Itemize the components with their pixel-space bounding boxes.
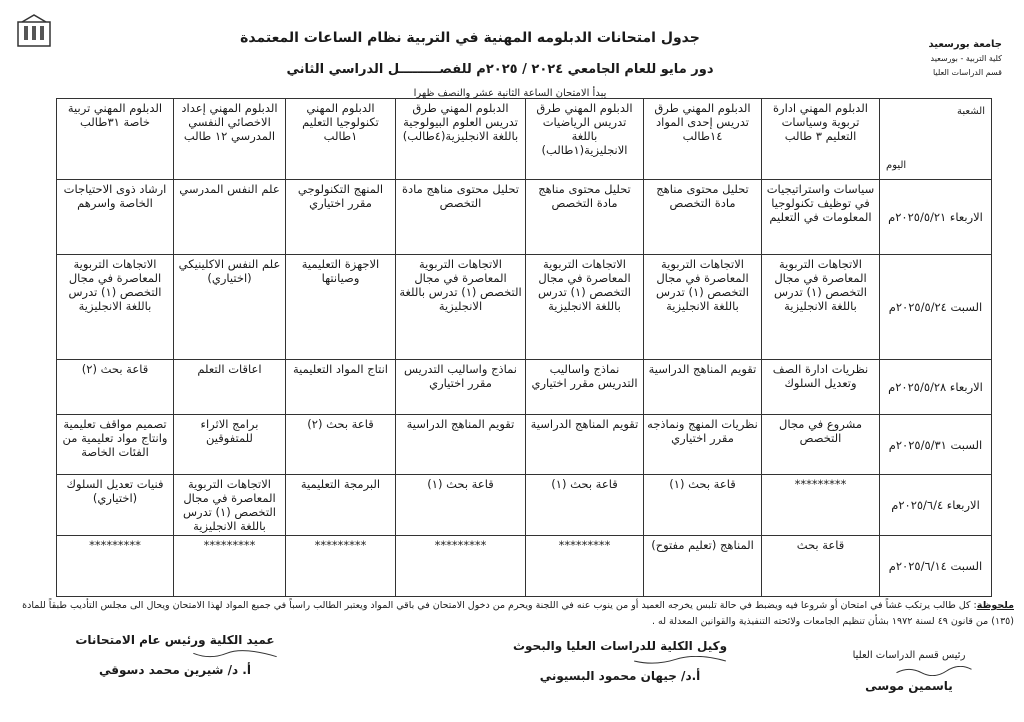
day-cell: الاربعاء ٢٠٢٥/٦/٤م xyxy=(880,475,992,536)
exam-cell: قاعة بحث (١) xyxy=(526,475,644,536)
exam-cell: علم النفس المدرسي xyxy=(174,180,286,255)
exam-cell: قاعة بحث (٢) xyxy=(57,360,174,415)
exam-cell: نظريات المنهج ونماذجه مقرر اختياري xyxy=(644,415,762,475)
table-row xyxy=(57,180,992,255)
exam-cell: فنيات تعديل السلوك (اختياري) xyxy=(57,475,174,536)
exam-cell: انتاج المواد التعليمية xyxy=(286,360,396,415)
exam-cell: قاعة بحث (١) xyxy=(396,475,526,536)
exam-cell: نماذج واساليب التدريس مقرر اختياري xyxy=(396,360,526,415)
exam-cell: علم النفس الاكلينيكي (اختياري) xyxy=(174,255,286,360)
day-cell: السبت ٢٠٢٥/٥/٣١م xyxy=(880,415,992,475)
day-cell: الاربعاء ٢٠٢٥/٥/٢١م xyxy=(880,180,992,255)
exam-cell: تقويم المناهج الدراسية xyxy=(396,415,526,475)
exam-cell: الاتجاهات التربوية المعاصرة في مجال التخصص (١) تدرس باللغة الانجليزية xyxy=(762,255,880,360)
column-header: الدبلوم المهني إعداد الاخصائي النفسي المدرسي ١٢ طالب xyxy=(174,99,286,180)
exam-cell: الاتجاهات التربوية المعاصرة في مجال التخصص (١) تدرس باللغة الانجليزية xyxy=(526,255,644,360)
table-header-row xyxy=(57,99,992,180)
exam-cell: ********* xyxy=(286,536,396,597)
exam-cell: تحليل محتوى مناهج مادة التخصص xyxy=(644,180,762,255)
exam-cell: نظريات ادارة الصف وتعديل السلوك xyxy=(762,360,880,415)
signature-title: عميد الكلية ورئيس عام الامتحانات xyxy=(75,633,275,647)
signature-name: ياسمين موسى xyxy=(865,679,953,693)
exam-cell: المناهج (تعليم مفتوح) xyxy=(644,536,762,597)
exam-cell: ********* xyxy=(526,536,644,597)
exam-schedule-table xyxy=(56,98,992,597)
column-header: الدبلوم المهني تكنولوجيا التعليم ١طالب xyxy=(286,99,396,180)
day-cell: السبت ٢٠٢٥/٦/١٤م xyxy=(880,536,992,597)
corner-cell xyxy=(880,99,992,180)
exam-cell: قاعة بحث (٢) xyxy=(286,415,396,475)
column-header: الدبلوم المهني طرق تدريس الرياضيات باللغة الانجليزية(١طالب) xyxy=(526,99,644,180)
header-university-info xyxy=(882,38,1002,80)
exam-cell: اعاقات التعلم xyxy=(174,360,286,415)
exam-cell: تقويم المناهج الدراسية xyxy=(644,360,762,415)
signature-block-department-head xyxy=(834,646,984,696)
note-text: : كل طالب يرتكب غشاً في امتحان أو شروعا فيه ويضبط في حالة تلبس يخرجه العميد أو من ينوب عنه في اللجنة ويحرم من دخول الامتحان في باقي المواد ويعتبر الطالب راسباً في جميع المواد لهذا الامتحان ويحال الى مجلس التأديب طبقاً للمادة (١٣٥) من قانون ٤٩ لسنة ١٩٧٢ بشأن تنظيم الجامعات ولائحته التنفيذية والقوانين المعدلة له . xyxy=(22,600,1014,627)
exam-cell: ********* xyxy=(396,536,526,597)
exam-cell: تقويم المناهج الدراسية xyxy=(526,415,644,475)
university-name: جامعة بورسعيد xyxy=(928,39,1002,50)
corner-day-label: اليوم xyxy=(886,160,907,171)
handwritten-signature-icon xyxy=(180,650,290,660)
exam-cell: تحليل محتوى مناهج مادة التخصص xyxy=(526,180,644,255)
day-cell: الاربعاء ٢٠٢٥/٥/٢٨م xyxy=(880,360,992,415)
table-row xyxy=(57,255,992,360)
exam-cell: تصميم مواقف تعليمية وانتاج مواد تعليمية من الفئات الخاصة xyxy=(57,415,174,475)
signature-name: أ.د/ جيهان محمود البسيوني xyxy=(539,669,701,683)
exam-cell: الاتجاهات التربوية المعاصرة في مجال التخصص (١) تدرس باللغة الانجليزية xyxy=(57,255,174,360)
exam-cell: تحليل محتوى مناهج مادة التخصص xyxy=(396,180,526,255)
exam-cell: الاتجاهات التربوية المعاصرة في مجال التخصص (١) تدرس باللغة الانجليزية xyxy=(396,255,526,360)
exam-cell: قاعة بحث (١) xyxy=(644,475,762,536)
exam-cell: الاتجاهات التربوية المعاصرة في مجال التخصص (١) تدرس باللغة الانجليزية xyxy=(644,255,762,360)
corner-section-label: الشعبة xyxy=(957,106,985,117)
signature-title: وكيل الكلية للدراسات العليا والبحوث xyxy=(512,639,728,653)
column-header: الدبلوم المهني ادارة تربوية وسياسات التعليم ٣ طالب xyxy=(762,99,880,180)
column-header: الدبلوم المهني طرق تدريس إحدى المواد ١٤طالب xyxy=(644,99,762,180)
signature-block-dean xyxy=(60,630,290,680)
exam-cell: البرمجة التعليمية xyxy=(286,475,396,536)
exam-cell: الاجهزة التعليمية وصيانتها xyxy=(286,255,396,360)
exam-cell: ********* xyxy=(57,536,174,597)
cheating-notice xyxy=(10,598,1014,630)
note-label: ملحوظة xyxy=(976,600,1014,611)
exam-cell: سياسات واستراتيجيات في توظيف تكنولوجيا المعلومات في التعليم xyxy=(762,180,880,255)
column-header: الدبلوم المهني طرق تدريس العلوم البيولوجية باللغة الانجليزية(٤طالب) xyxy=(396,99,526,180)
faculty-name: كلية التربية - بورسعيد xyxy=(930,54,1002,63)
university-seal-icon xyxy=(14,12,54,52)
table-row xyxy=(57,360,992,415)
table-row xyxy=(57,475,992,536)
exam-cell: ارشاد ذوى الاحتياجات الخاصة واسرهم xyxy=(57,180,174,255)
exam-cell: ********* xyxy=(762,475,880,536)
day-cell: السبت ٢٠٢٥/٥/٢٤م xyxy=(880,255,992,360)
signature-title: رئيس قسم الدراسات العليا xyxy=(852,650,966,661)
department-name: قسم الدراسات العليا xyxy=(932,68,1002,77)
signature-name: أ. د/ شيرين محمد دسوقي xyxy=(99,663,251,677)
exam-cell: المنهج التكنولوجي مقرر اختياري xyxy=(286,180,396,255)
page-title: جدول امتحانات الدبلومه المهنية في التربية نظام الساعات المعتمدة xyxy=(240,30,700,46)
exam-cell: ********* xyxy=(174,536,286,597)
handwritten-signature-icon xyxy=(620,656,740,666)
column-header: الدبلوم المهني تربية خاصة ٣١طالب xyxy=(57,99,174,180)
exam-cell: قاعة بحث xyxy=(762,536,880,597)
exam-cell: برامج الاثراء للمتفوقين xyxy=(174,415,286,475)
exam-cell: نماذج واساليب التدريس مقرر اختياري xyxy=(526,360,644,415)
table-row xyxy=(57,415,992,475)
exam-cell: الاتجاهات التربوية المعاصرة في مجال التخصص (١) تدرس باللغة الانجليزية xyxy=(174,475,286,536)
handwritten-signature-icon xyxy=(884,666,984,676)
exam-start-note: يبدأ الامتحان الساعة الثانية عشر والنصف ظهرا xyxy=(413,88,607,99)
page-subtitle: دور مايو للعام الجامعي ٢٠٢٤ / ٢٠٢٥م للفصـــــــــل الدراسي الثاني xyxy=(286,62,714,77)
table-row xyxy=(57,536,992,597)
signature-block-vice-dean xyxy=(500,636,740,686)
exam-cell: مشروع في مجال التخصص xyxy=(762,415,880,475)
